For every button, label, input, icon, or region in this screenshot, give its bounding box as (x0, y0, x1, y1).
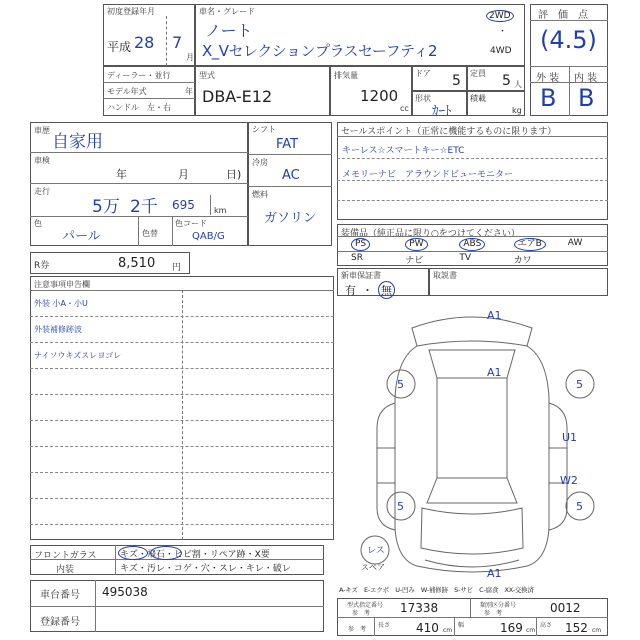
model-year-label: モデル年式 (107, 87, 147, 96)
first-reg-label: 初度登録年月 (107, 7, 155, 16)
fuel-value: ガソリン (264, 211, 317, 226)
damage-mark: U1 (562, 431, 578, 444)
length-label: 長さ (378, 622, 391, 629)
length-unit: cm (443, 627, 453, 634)
equipment-item: ABS (459, 238, 485, 251)
damage-mark: 5 (576, 378, 583, 391)
reg-month-unit: 月 (186, 53, 194, 62)
width-unit: cm (526, 627, 536, 634)
displacement-label: 排気量 (334, 71, 358, 80)
model-ref-label: 参 考 (352, 610, 371, 617)
equipment-item: カワ (513, 256, 532, 266)
notes-line3: ナイソウキズスレヨゴレ (34, 351, 122, 360)
equipment-item: TV (459, 253, 472, 263)
mileage-sen: 2千 (130, 197, 158, 217)
capacity-value: 5 (502, 73, 511, 89)
inspection-label: 車検 (34, 156, 50, 165)
displacement-unit: cc (400, 104, 409, 113)
handle-label: ハンドル 左・右 (107, 103, 171, 112)
dims-ref-label: 参 考 (348, 626, 367, 633)
type-label: 型式 (199, 71, 215, 80)
car-grade: X_Vセレクションプラスセーフティ2 (202, 42, 437, 60)
warranty-have: 有 (345, 284, 356, 297)
height-label: 高さ (540, 622, 553, 629)
shift-value: FAT (276, 137, 299, 152)
displacement-value: 1200 (360, 87, 399, 105)
inspection-month: 月 (178, 168, 189, 181)
notes-line2: 外装補修跡波 (34, 325, 82, 334)
interior-value: B (578, 84, 595, 112)
color-label: 色 (34, 219, 42, 228)
type-value: DBA-E12 (202, 87, 273, 106)
drive-dot: ・ (498, 27, 508, 37)
shift-label: シフト (252, 125, 276, 134)
interior-condition-label: 内装 (56, 565, 75, 575)
damage-mark: A1 (487, 366, 502, 379)
damage-mark: A1 (487, 567, 502, 580)
interior-label: 内 装 (574, 73, 598, 84)
recycle-label: R券 (34, 261, 50, 271)
equipment-item: ナビ (405, 256, 424, 266)
doors-value: 5 (452, 73, 461, 89)
equipment-item: SR (351, 253, 363, 263)
spare-label: レス (367, 546, 385, 556)
notes-line1: 外装 小A・小U (34, 299, 88, 308)
reg-month: 7 (172, 33, 183, 52)
warranty-label: 新車保証書 (341, 271, 381, 280)
car-name: ノート (205, 21, 253, 40)
model-year-unit: 年 (185, 87, 193, 96)
capacity-unit: 人 (514, 80, 522, 89)
dealer-label: ディーラー・並行 (107, 71, 171, 80)
model-number-label: 型式指定番号 (347, 602, 384, 609)
front-glass-label: フロントガラス (34, 551, 97, 561)
sales-line1: キーレス☆スマートキー☆ETC (342, 146, 465, 156)
doors-label: ドア (415, 69, 431, 78)
manual-label: 取説書 (433, 271, 457, 280)
spare-text: スペア (361, 563, 385, 572)
damage-mark: W2 (560, 474, 578, 487)
interior-condition-text: キズ・汚レ・コゲ・穴・スレ・キレ・破レ (120, 564, 291, 574)
model-number-value: 17338 (400, 601, 439, 615)
mileage-rest: 695 (172, 198, 195, 212)
equipment-item: PS (351, 238, 370, 251)
reg-year: 28 (134, 33, 155, 52)
damage-mark: 5 (576, 500, 583, 513)
damage-mark: 5 (397, 378, 404, 391)
height-unit: cm (592, 627, 602, 634)
frame-value: 495038 (102, 585, 148, 599)
class-number-value: 0012 (550, 601, 581, 615)
loading-label: 積載 (470, 94, 486, 103)
repaint-label: 色替 (142, 229, 158, 238)
sales-line2: メモリーナビ アラウンドビューモニター (342, 170, 514, 180)
front-glass-circle-2 (150, 546, 182, 560)
recycle-panel (30, 252, 190, 274)
ac-label: 冷房 (252, 158, 268, 167)
length-value: 410 (416, 621, 439, 635)
warranty-dot: ・ (362, 284, 373, 297)
color-code-value: QAB/G (192, 231, 225, 242)
width-label: 幅 (458, 622, 465, 629)
class-ref-label: 参 考 (484, 610, 503, 617)
damage-mark: 5 (397, 500, 404, 513)
front-glass-circle-1 (118, 546, 148, 560)
damage-mark: A1 (487, 309, 502, 322)
usage-label: 車歴 (34, 126, 50, 135)
shape-value: ｶｰﾄ (432, 104, 452, 119)
class-number-label: 類別区分番号 (480, 602, 517, 609)
reg-era: 平成 (107, 40, 132, 54)
drive-2wd: 2WD (486, 10, 514, 22)
mileage-unit: km (214, 206, 227, 215)
drive-box (484, 8, 522, 62)
capacity-label: 定員 (470, 69, 486, 78)
mileage-label: 走行 (34, 187, 50, 196)
inspection-year: 年 (116, 168, 127, 181)
equipment-item: PW (405, 238, 427, 251)
fuel-label: 燃料 (252, 190, 268, 199)
equipment-item: AW (567, 238, 583, 248)
front-glass-text: キズ・飛石・ヒビ割・リペア跡・X要 (120, 550, 270, 560)
frame-label: 車台番号 (40, 590, 80, 601)
sales-label: セールスポイント（正常に機能するものに限ります） (341, 127, 557, 137)
color-code-label: 色コード (175, 219, 207, 228)
recycle-value: 8,510 (118, 256, 156, 271)
shape-label: 形状 (415, 94, 431, 103)
exterior-value: B (540, 84, 557, 112)
color-value: パール (62, 229, 101, 244)
exterior-label: 外 装 (536, 73, 560, 84)
usage-value: 自家用 (52, 132, 103, 152)
car-diagram (337, 298, 608, 582)
notes-label: 注意事項申告欄 (34, 280, 90, 289)
warranty-none: 無 (378, 281, 395, 299)
width-value: 169 (500, 621, 523, 635)
reg-number-label: 登録番号 (40, 617, 80, 628)
score-value: (4.5) (540, 26, 597, 54)
inspection-day: 日) (226, 168, 242, 181)
recycle-unit: 円 (172, 263, 182, 273)
height-value: 152 (565, 621, 588, 635)
score-label: 評 価 点 (538, 10, 588, 21)
drive-4wd: 4WD (490, 46, 512, 56)
damage-legend: A-キズ E-エクボ U-凹み W-補修跡 S-サビ C-腐食 XX-交換済 (339, 586, 534, 594)
equipment-label: 装備品（純正品に限り○をつけてください） (341, 229, 520, 239)
name-label: 車名・グレード (199, 7, 255, 16)
mileage-man: 5万 (92, 197, 120, 217)
loading-unit: kg (512, 106, 522, 115)
ac-value: AC (282, 168, 300, 183)
equipment-item: エアB (514, 238, 546, 251)
